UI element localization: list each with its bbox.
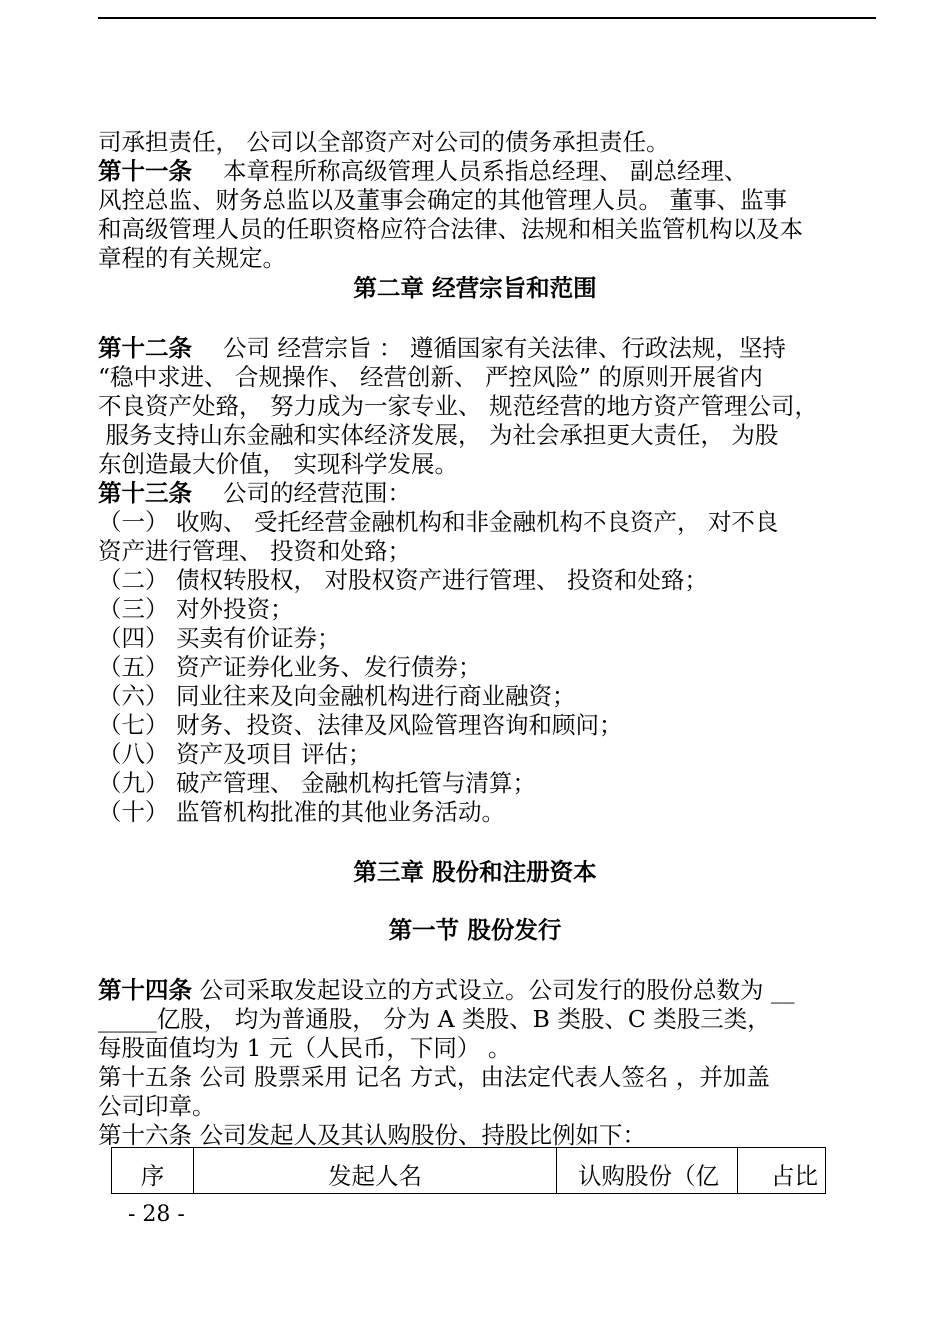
table-header-cell: 认购股份（亿 — [557, 1148, 738, 1193]
article-16: 第十六条 公司发起人及其认购股份、持股比例如下： — [98, 1121, 646, 1149]
list-item: （一） 收购、 受托经营金融机构和非金融机构不良资产， 对不良 — [98, 508, 779, 536]
chapter-2-heading: 第二章 经营宗旨和范围 — [353, 274, 597, 302]
text-line: 章程的有关规定。 — [98, 244, 286, 272]
list-item: （三） 对外投资； — [98, 595, 294, 623]
text-line: “稳中求进、 合规操作、 经营创新、 严控风险” 的原则开展省内 — [98, 363, 763, 391]
article-12 — [98, 334, 786, 363]
header-rule — [98, 17, 876, 19]
chapter-3-heading: 第三章 股份和注册资本 — [353, 858, 597, 886]
article-text: 公司采取发起设立的方式设立。公司发行的股份总数为 __ — [192, 976, 795, 1004]
list-item: （五） 资产证券化业务、发行债券； — [98, 653, 482, 681]
text-line: 每股面值均为 1 元（人民币，下同） 。 — [98, 1034, 512, 1062]
text-line: 东创造最大价值， 实现科学发展。 — [98, 450, 458, 478]
list-item: （八） 资产及项目 评估； — [98, 740, 372, 768]
list-item: （九） 破产管理、 金融机构托管与清算； — [98, 769, 536, 797]
table-header-cell: 序 — [112, 1148, 194, 1193]
list-item: （六） 同业往来及向金融机构进行商业融资； — [98, 682, 576, 710]
text-line: 不良资产处臵， 努力成为一家专业、 规范经营的地方资产管理公司， — [98, 392, 818, 420]
list-item: （十） 监管机构批准的其他业务活动。 — [98, 798, 505, 826]
text-line: _____亿股， 均为普通股， 分为 A 类股、B 类股、C 类股三类， — [98, 1005, 771, 1033]
text-line: 公司印章。 — [98, 1092, 216, 1120]
text-line: 资产进行管理、 投资和处臵； — [98, 537, 411, 565]
article-label: 第十四条 — [98, 976, 192, 1004]
article-15: 第十五条 公司 股票采用 记名 方式，由法定代表人签名 ，并加盖 — [98, 1063, 770, 1091]
article-label: 第十二条 — [98, 334, 192, 362]
text-line: 司承担责任， 公司以全部资产对公司的债务承担责任。 — [98, 128, 670, 156]
article-text: 公司 经营宗旨 ： 遵循国家有关法律、行政法规，坚持 — [192, 334, 786, 362]
article-11 — [98, 157, 747, 186]
text-line: 风控总监、财务总监以及董事会确定的其他管理人员。 董事、监事 — [98, 186, 787, 214]
table-header-cell: 发起人名 — [194, 1148, 557, 1193]
text-line: 和高级管理人员的任职资格应符合法律、法规和相关监管机构以及本 — [98, 215, 803, 243]
section-1-heading: 第一节 股份发行 — [388, 916, 562, 944]
article-text: 公司的经营范围： — [192, 479, 411, 507]
text-line: 服务支持山东金融和实体经济发展， 为社会承担更大责任， 为股 — [98, 421, 779, 449]
article-text: 本章程所称高级管理人员系指总经理、 副总经理、 — [192, 157, 748, 185]
table-header-cell: 占比 — [771, 1162, 818, 1190]
list-item: （四） 买卖有价证券； — [98, 624, 341, 652]
list-item: （七） 财务、投资、法律及风险管理咨询和顾问； — [98, 711, 623, 739]
founders-table — [111, 1147, 826, 1194]
article-label: 第十三条 — [98, 479, 192, 507]
page-number: - 28 - — [128, 1202, 185, 1227]
article-label: 第十一条 — [98, 157, 192, 185]
article-14 — [98, 976, 794, 1005]
article-13 — [98, 479, 411, 508]
list-item: （二） 债权转股权， 对股权资产进行管理、 投资和处臵； — [98, 566, 708, 594]
